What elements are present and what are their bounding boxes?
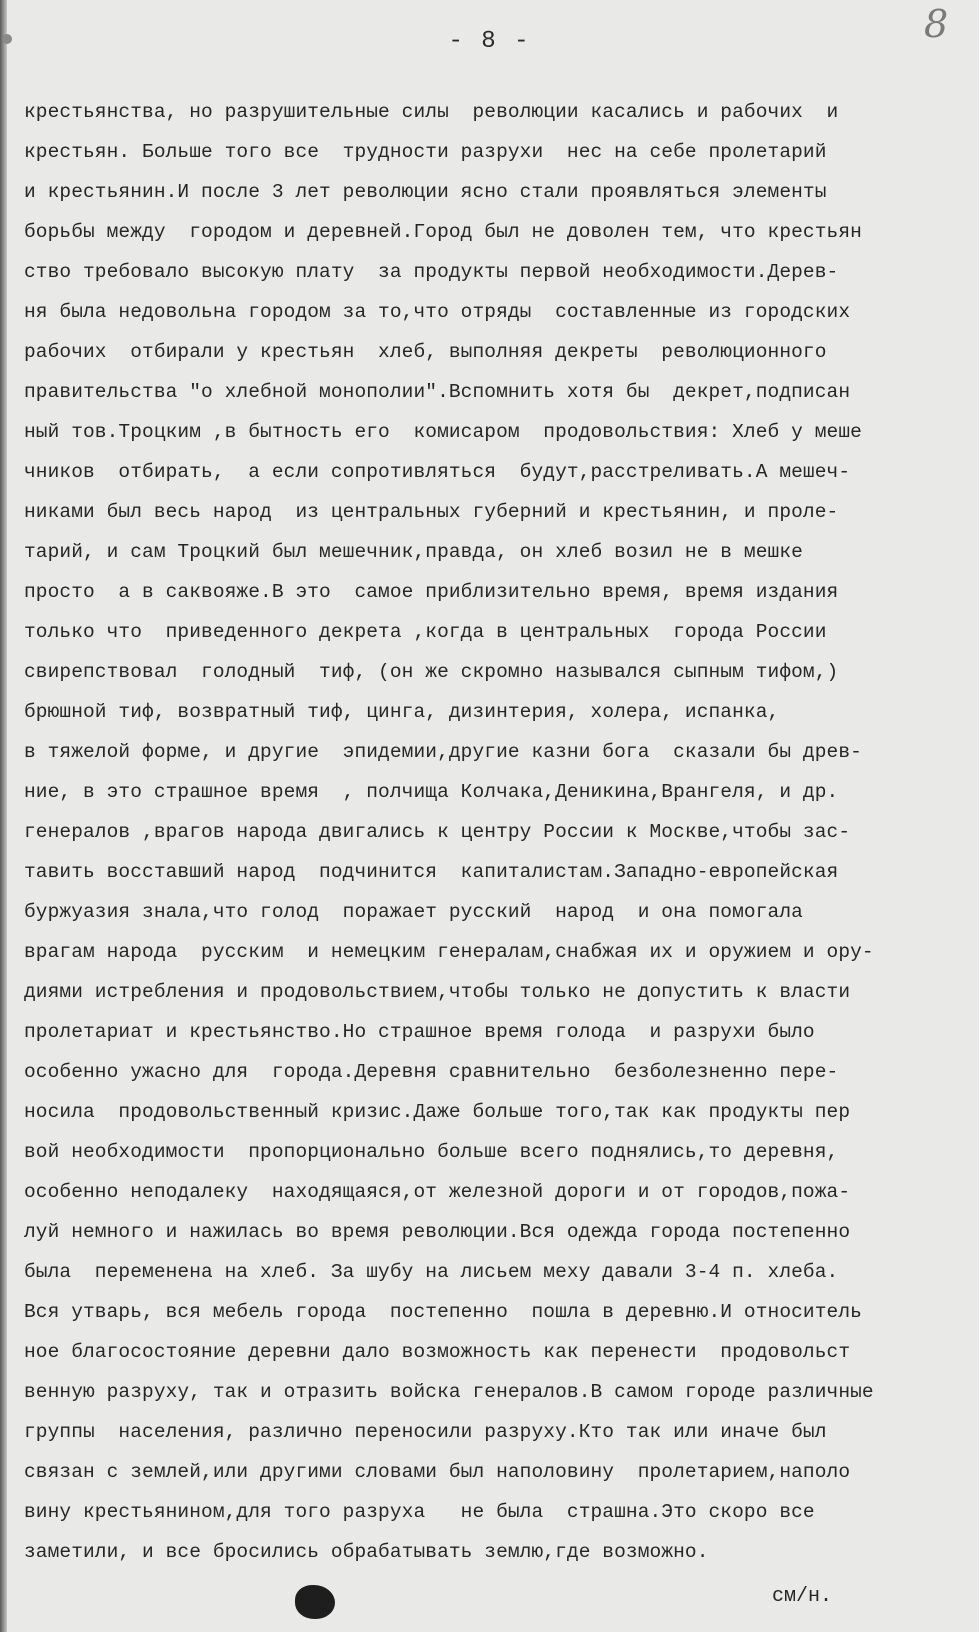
typed-line: заметили, и все бросились обрабатывать землю,где возможно. [24, 1541, 709, 1563]
typed-line: тавить восставший народ подчинится капиталистам.Западно-европейская [24, 861, 839, 883]
typed-line: генералов ,врагов народа двигались к центру России к Москве,чтобы зас- [24, 821, 851, 843]
typed-line: связан с землей,или другими словами был наполовину пролетарием,наполо [24, 1461, 851, 1483]
typed-line: правительства "о хлебной монополии".Вспомнить хотя бы декрет,подписан [24, 381, 851, 403]
typed-line: вину крестьянином,для того разруха не была страшна.Это скоро все [24, 1501, 815, 1523]
typist-signoff: см/н. [772, 1585, 833, 1608]
typed-line: рабочих отбирали у крестьян хлеб, выполняя декреты революционного [24, 341, 827, 363]
page-number: - 8 - [448, 28, 531, 55]
typed-line: особенно неподалеку находящаяся,от железной дороги и от городов,пожа- [24, 1181, 851, 1203]
typed-line: только что приведенного декрета ,когда в центральных города России [24, 621, 827, 643]
typed-line: ня была недовольна городом за то,что отряды составленные из городских [24, 301, 851, 323]
typed-line: просто а в саквояже.В это самое приблизительно время, время издания [24, 581, 839, 603]
typed-line: ние, в это страшное время , полчища Колчака,Деникина,Врангеля, и др. [24, 781, 839, 803]
typed-line: врагам народа русским и немецким генералам,снабжая их и оружием и ору- [24, 941, 874, 963]
typed-body-text [24, 92, 970, 1572]
typed-line: ный тов.Троцким ,в бытность его комисаром продовольствия: Хлеб у меше [24, 421, 862, 443]
typed-line: крестьянства, но разрушительные силы революции касались и рабочих и [24, 101, 839, 123]
typed-line: брюшной тиф, возвратный тиф, цинга, дизинтерия, холера, испанка, [24, 701, 780, 723]
typed-line: носила продовольственный кризис.Даже больше того,так как продукты пер [24, 1101, 851, 1123]
typed-line: чников отбирать, а если сопротивляться будут,расстреливать.А мешеч- [24, 461, 851, 483]
typed-line: ство требовало высокую плату за продукты первой необходимости.Дерев- [24, 261, 839, 283]
typed-line: свирепствовал голодный тиф, (он же скромно назывался сыпным тифом,) [24, 661, 839, 683]
ink-blot [295, 1585, 335, 1619]
typed-line: вой необходимости пропорционально больше всего поднялись,то деревня, [24, 1141, 839, 1163]
typed-line: группы населения, различно переносили разруху.Кто так или иначе был [24, 1421, 827, 1443]
typed-line: луй немного и нажилась во время революции.Вся одежда города постепенно [24, 1221, 851, 1243]
typed-line: крестьян. Больше того все трудности разрухи нес на себе пролетарий [24, 141, 827, 163]
scanned-page-edge [0, 0, 7, 1632]
typed-line: и крестьянин.И после 3 лет революции ясно стали проявляться элементы [24, 181, 827, 203]
typed-line: венную разруху, так и отразить войска генералов.В самом городе различные [24, 1381, 874, 1403]
typed-line: диями истребления и продовольствием,чтобы только не допустить к власти [24, 981, 851, 1003]
typed-line: никами был весь народ из центральных губерний и крестьянин, и проле- [24, 501, 839, 523]
typed-line: особенно ужасно для города.Деревня сравнительно безболезненно пере- [24, 1061, 839, 1083]
typed-line: тарий, и сам Троцкий был мешечник,правда, он хлеб возил не в мешке [24, 541, 803, 563]
typed-line: ное благосостояние деревни дало возможность как перенести продовольст [24, 1341, 851, 1363]
typed-line: борьбы между городом и деревней.Город был не доволен тем, что крестьян [24, 221, 862, 243]
typed-line: Вся утварь, вся мебель города постепенно пошла в деревню.И относитель [24, 1301, 862, 1323]
typed-line: была переменена на хлеб. За шубу на лисьем меху давали 3-4 п. хлеба. [24, 1261, 839, 1283]
handwritten-page-number: 8 [924, 2, 949, 46]
typed-line: буржуазия знала,что голод поражает русский народ и она помогала [24, 901, 803, 923]
typed-line: пролетариат и крестьянство.Но страшное время голода и разрухи было [24, 1021, 815, 1043]
typed-line: в тяжелой форме, и другие эпидемии,другие казни бога сказали бы древ- [24, 741, 862, 763]
